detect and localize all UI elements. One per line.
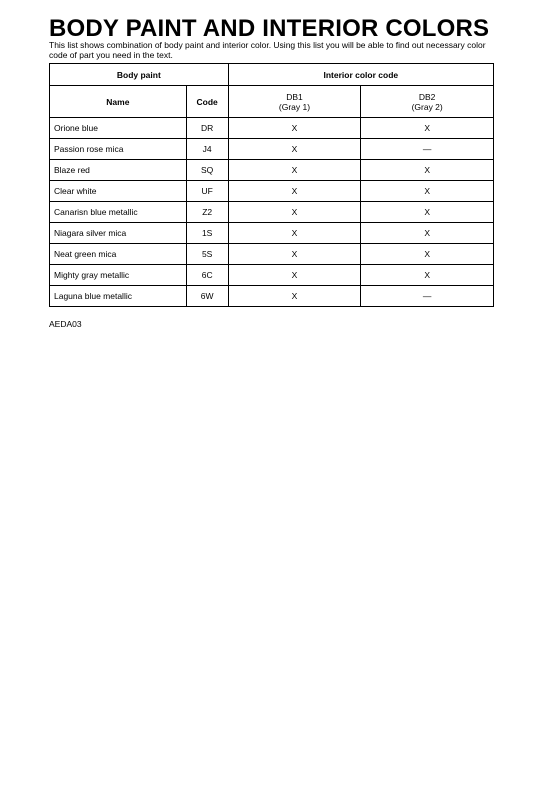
paint-code-cell: J4: [186, 139, 228, 160]
header-name: Name: [50, 86, 187, 118]
table-row: [50, 160, 494, 181]
paint-name-cell: Mighty gray metallic: [50, 265, 187, 286]
header-db2: [361, 86, 494, 118]
db1-mark-cell: X: [228, 223, 361, 244]
table-body: [50, 118, 494, 307]
header-interior-color-code: Interior color code: [228, 64, 493, 86]
paint-name-cell: Neat green mica: [50, 244, 187, 265]
db2-mark-cell: X: [361, 244, 494, 265]
header-db1-desc: (Gray 1): [278, 101, 311, 112]
db1-mark-cell: X: [228, 139, 361, 160]
header-db2-code: DB2: [418, 91, 436, 102]
db2-mark-cell: X: [361, 202, 494, 223]
table-header-row: [50, 86, 494, 118]
figure-code: AEDA03: [49, 319, 82, 329]
paint-name-cell: Orione blue: [50, 118, 187, 139]
header-db1-code: DB1: [286, 91, 303, 102]
db1-mark-cell: X: [228, 265, 361, 286]
db2-mark-cell: X: [361, 160, 494, 181]
db1-mark-cell: X: [228, 118, 361, 139]
paint-name-cell: Clear white: [50, 181, 187, 202]
paint-name-cell: Laguna blue metallic: [50, 286, 187, 307]
page-title: BODY PAINT AND INTERIOR COLORS: [49, 15, 490, 42]
db2-mark-cell: X: [361, 181, 494, 202]
paint-code-cell: UF: [186, 181, 228, 202]
table-row: [50, 202, 494, 223]
header-db1: [228, 86, 361, 118]
paint-code-cell: DR: [186, 118, 228, 139]
table-header-group-row: [50, 64, 494, 86]
table-row: [50, 265, 494, 286]
paint-name-cell: Niagara silver mica: [50, 223, 187, 244]
header-db2-desc: (Gray 2): [411, 101, 443, 112]
intro-text: This list shows combination of body paint and interior color. Using this list you will be able to find out necessary color code of part you need in the text.: [49, 40, 486, 60]
paint-code-cell: 6W: [186, 286, 228, 307]
db1-mark-cell: X: [228, 160, 361, 181]
db2-mark-cell: —: [361, 286, 494, 307]
db1-mark-cell: X: [228, 244, 361, 265]
paint-code-cell: 6C: [186, 265, 228, 286]
color-table: [49, 63, 494, 307]
db1-mark-cell: X: [228, 202, 361, 223]
db2-mark-cell: X: [361, 118, 494, 139]
paint-code-cell: Z2: [186, 202, 228, 223]
paint-name-cell: Passion rose mica: [50, 139, 187, 160]
table-row: [50, 244, 494, 265]
paint-code-cell: 1S: [186, 223, 228, 244]
db2-mark-cell: X: [361, 223, 494, 244]
db2-mark-cell: —: [361, 139, 494, 160]
db2-mark-cell: X: [361, 265, 494, 286]
table-row: [50, 223, 494, 244]
paint-name-cell: Canarisn blue metallic: [50, 202, 187, 223]
header-code: Code: [186, 86, 228, 118]
header-body-paint: Body paint: [50, 64, 229, 86]
paint-name-cell: Blaze red: [50, 160, 187, 181]
table-row: [50, 181, 494, 202]
paint-code-cell: 5S: [186, 244, 228, 265]
table-row: [50, 139, 494, 160]
paint-code-cell: SQ: [186, 160, 228, 181]
table-row: [50, 118, 494, 139]
db1-mark-cell: X: [228, 286, 361, 307]
table-row: [50, 286, 494, 307]
db1-mark-cell: X: [228, 181, 361, 202]
